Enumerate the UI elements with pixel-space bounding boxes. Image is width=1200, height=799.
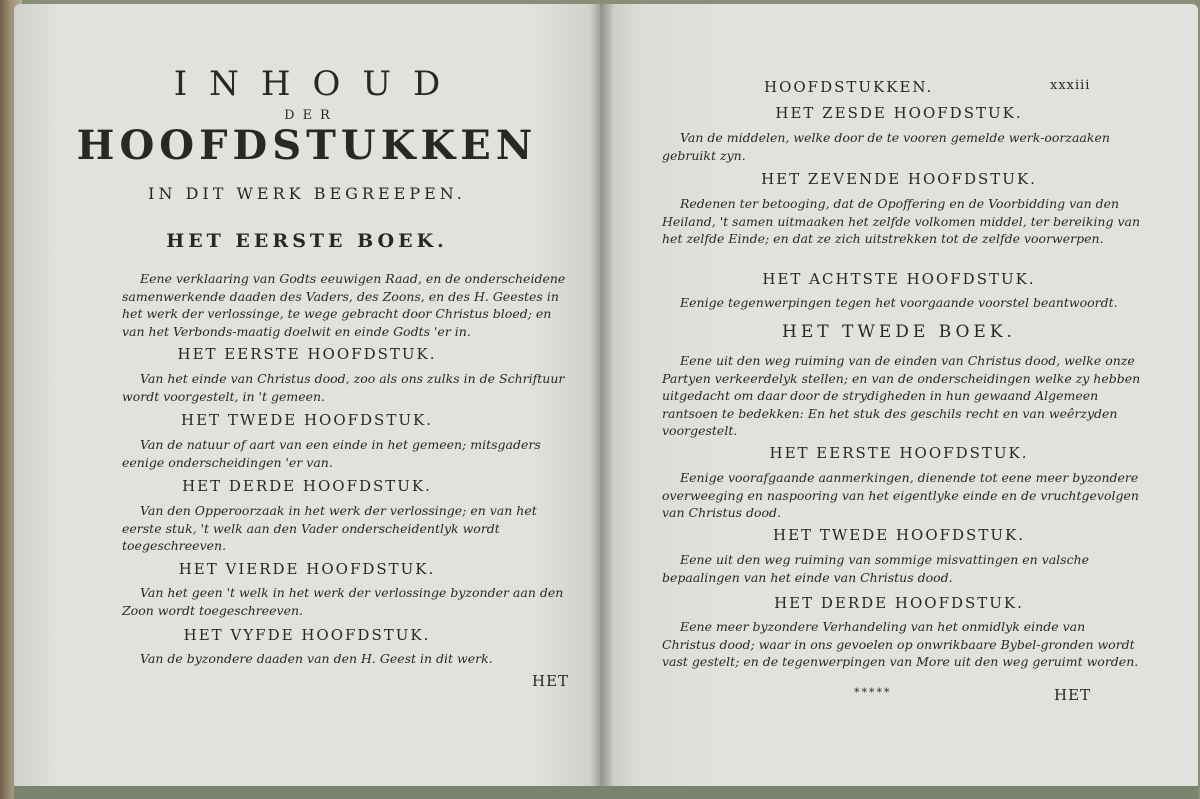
title-der: DER <box>284 108 338 123</box>
title-hoofdstukken: HOOFDSTUKKEN <box>76 122 538 169</box>
chapter-description: Eene meer byzondere Verhandeling van het onmidlyk einde van Christus dood; waar in ons gevoelen op onwrikbaare Bybel-gronden wordt vast gestelt; en de tegenwerpingen van More uit den weg geruimt worden. <box>662 619 1139 669</box>
book-gutter <box>590 4 614 790</box>
chapter-heading: HET EERSTE HOOFDSTUK. <box>769 444 1029 462</box>
page-number: xxxiii <box>1050 78 1091 93</box>
book-heading-first: HET EERSTE BOEK. <box>166 230 448 252</box>
chapter-description: Van het geen 't welk in het werk der verlossinge byzonder aan den Zoon wordt toegeschreeven. <box>122 585 564 618</box>
chapter-description: Eenige tegenwerpingen tegen het voorgaande voorstel beantwoordt. <box>680 295 1118 310</box>
chapter-heading: HET DERDE HOOFDSTUK. <box>774 594 1024 612</box>
book-heading-second: HET TWEDE BOEK. <box>782 322 1016 342</box>
chapter-heading: HET ACHTSTE HOOFDSTUK. <box>762 270 1036 288</box>
chapter-description: Eenige voorafgaande aanmerkingen, dienende tot eene meer byzondere overweeging en naspooring van het eigentlyke einde en de vruchtgevolgen van Christus dood. <box>662 470 1139 520</box>
chapter-description: Van de byzondere daaden van den H. Geest in dit werk. <box>140 651 493 666</box>
chapter-heading: HET TWEDE HOOFDSTUK. <box>181 411 433 429</box>
running-head-title: HOOFDSTUKKEN. <box>764 78 934 96</box>
left-page <box>14 4 600 790</box>
chapter-description: Van de natuur of aart van een einde in het gemeen; mitsgaders eenige onderscheidingen 'er van. <box>122 437 541 470</box>
right-page <box>600 4 1198 790</box>
chapter-heading: HET VIERDE HOOFDSTUK. <box>178 560 436 578</box>
chapter-description: Van het einde van Christus dood, zoo als ons zulks in de Schriftuur wordt voorgestelt, in 't gemeen. <box>122 371 565 404</box>
chapter-heading: HET EERSTE HOOFDSTUK. <box>177 345 437 363</box>
title-subtitle: IN DIT WERK BEGREEPEN. <box>148 184 466 203</box>
ornament-asterisks: ***** <box>854 686 892 699</box>
chapter-heading: HET TWEDE HOOFDSTUK. <box>773 526 1025 544</box>
book-intro-second: Eene uit den weg ruiming van de einden van Christus dood, welke onze Partyen verkeerdelyk stellen; en van de onderscheidingen welke zy hebben uitgedacht om daar door de strydigheden in hun gewaand Algemeen rantsoen te bedekken: En het stuk des geschils recht en van weêrzyden voorgestelt. <box>662 353 1141 438</box>
catchword-left: HET <box>532 672 570 690</box>
book-intro-first: Eene verklaaring van Godts eeuwigen Raad, en de onderscheidene samenwerkende daaden des Vaders, des Zoons, en des H. Geestes in het werk der verlossinge, te wege gebracht door Christus bloed; en van het Verbonds-maatig doelwit en einde Godts 'er in. <box>122 271 566 339</box>
chapter-heading: HET VYFDE HOOFDSTUK. <box>183 626 431 644</box>
chapter-description: Eene uit den weg ruiming van sommige misvattingen en valsche bepaalingen van het einde van Christus dood. <box>662 552 1090 585</box>
chapter-description: Redenen ter betooging, dat de Opoffering en de Voorbidding van den Heiland, 't samen uitmaaken het zelfde volkomen middel, ter bereiking van het zelfde Einde; en dat ze zich uitstrekken tot de zelfde voorwerpen. <box>662 196 1141 246</box>
title-inhoud: INHOUD <box>173 64 463 104</box>
chapter-heading: HET DERDE HOOFDSTUK. <box>182 477 432 495</box>
page-edge-shadow <box>14 786 1198 799</box>
chapter-heading: HET ZEVENDE HOOFDSTUK. <box>761 170 1037 188</box>
catchword-right: HET <box>1054 686 1092 704</box>
chapter-heading: HET ZESDE HOOFDSTUK. <box>775 104 1023 122</box>
chapter-description: Van den Opperoorzaak in het werk der verlossinge; en van het eerste stuk, 't welk aan den Vader onderscheidentlyk wordt toegeschreeven. <box>122 503 537 553</box>
chapter-description: Van de middelen, welke door de te vooren gemelde werk-oorzaaken gebruikt zyn. <box>662 130 1110 163</box>
